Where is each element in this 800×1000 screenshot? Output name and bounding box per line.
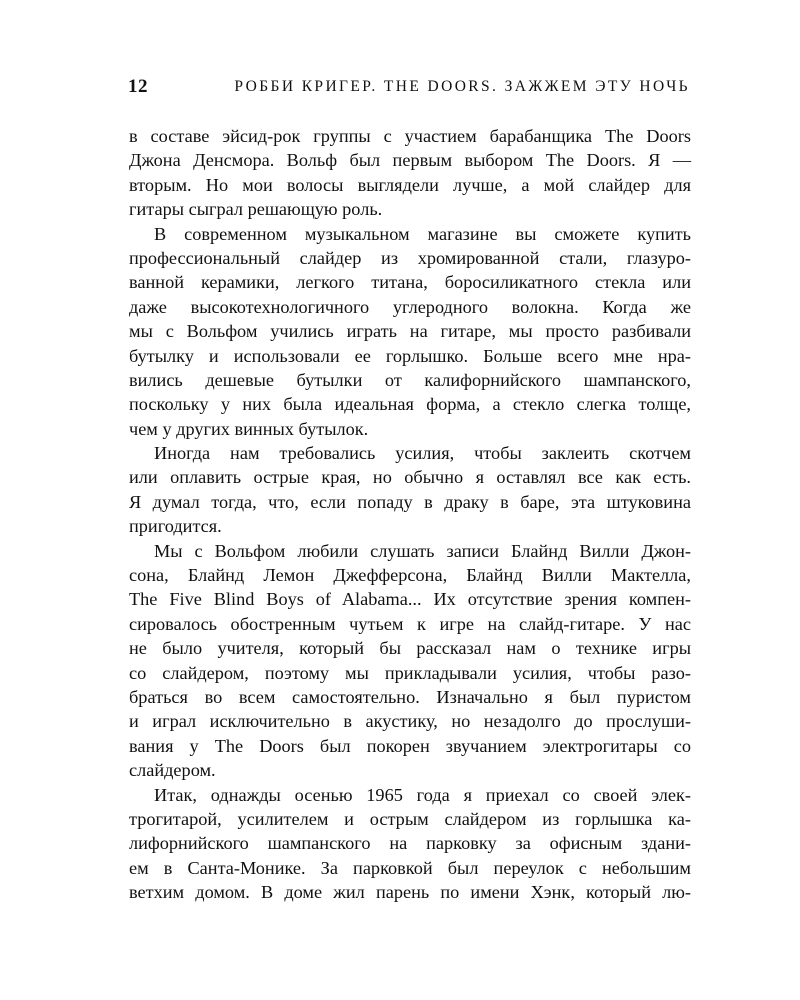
text-line: бутылку и использовали ее горлышко. Больше всего мне нра-: [129, 345, 691, 366]
paragraph: [129, 124, 691, 222]
paragraph: [129, 783, 691, 905]
text-line: профессиональный слайдер из хромированной стали, глазуро-: [129, 247, 691, 268]
text-line: браться во всем самостоятельно. Изначально я был пуристом: [129, 686, 691, 707]
text-line: сона, Блайнд Лемон Джефферсона, Блайнд Вилли Мактелла,: [129, 565, 691, 586]
text-line: Итак, однажды осенью 1965 года я приехал со своей элек-: [154, 784, 691, 805]
text-line: со слайдером, поэтому мы прикладывали усилия, чтобы разо-: [129, 662, 691, 683]
text-line: сировалось обостренным чутьем к игре на слайд-гитаре. У нас: [129, 613, 691, 634]
running-head: [128, 76, 690, 100]
text-line: Джона Денсмора. Вольф был первым выбором The Doors. Я —: [129, 150, 691, 171]
text-line: гитары сыграл решающую роль.: [129, 199, 383, 220]
text-line: слайдером.: [129, 760, 216, 781]
text-line: и играл исключительно в акустику, но незадолго до прослуши-: [129, 711, 691, 732]
text-line: Иногда нам требовались усилия, чтобы заклеить скотчем: [154, 443, 691, 464]
text-line: вторым. Но мои волосы выглядели лучше, а мой слайдер для: [129, 174, 691, 195]
text-line: или оплавить острые края, но обычно я оставлял все как есть.: [129, 467, 691, 488]
text-line: чем у других винных бутылок.: [129, 418, 369, 439]
text-line: не было учителя, который бы рассказал нам о технике игры: [129, 638, 691, 659]
text-line: ем в Санта-Монике. За парковкой был переулок с небольшим: [129, 857, 691, 878]
text-line: мы с Вольфом учились играть на гитаре, мы просто разбивали: [129, 321, 691, 342]
paragraph: [129, 441, 691, 539]
text-line: лифорнийского шампанского на парковку за офисным здани-: [129, 833, 691, 854]
paragraph: [129, 539, 691, 783]
text-line: в составе эйсид-рок группы с участием барабанщика The Doors: [129, 126, 691, 146]
text-line: В современном музыкальном магазине вы сможете купить: [154, 223, 691, 244]
text-line: вились дешевые бутылки от калифорнийского шампанского,: [129, 369, 691, 390]
text-line: даже высокотехнологичного углеродного волокна. Когда же: [129, 296, 691, 317]
text-line: The Five Blind Boys of Alabama... Их отсутствие зрения компен-: [129, 589, 691, 610]
text-line: трогитарой, усилителем и острым слайдером из горлышка ка-: [129, 808, 691, 829]
text-line: пригодится.: [129, 516, 222, 537]
paragraph: [129, 222, 691, 442]
running-head-title: РОББИ КРИГЕР. THE DOORS. ЗАЖЖЕМ ЭТУ НОЧЬ: [234, 78, 690, 95]
page-number: 12: [128, 76, 148, 97]
text-line: Мы с Вольфом любили слушать записи Блайнд Вилли Джон-: [154, 540, 691, 561]
body-text: [129, 124, 691, 905]
text-line: вания у The Doors был покорен звучанием электрогитары со: [129, 735, 691, 756]
text-line: Я думал тогда, что, если попаду в драку в баре, эта штуковина: [129, 491, 691, 512]
text-line: ветхим домом. В доме жил парень по имени Хэнк, который лю-: [129, 882, 691, 903]
text-line: ванной керамики, легкого титана, боросиликатного стекла или: [129, 272, 691, 293]
text-line: поскольку у них была идеальная форма, а стекло слегка толще,: [129, 394, 691, 415]
